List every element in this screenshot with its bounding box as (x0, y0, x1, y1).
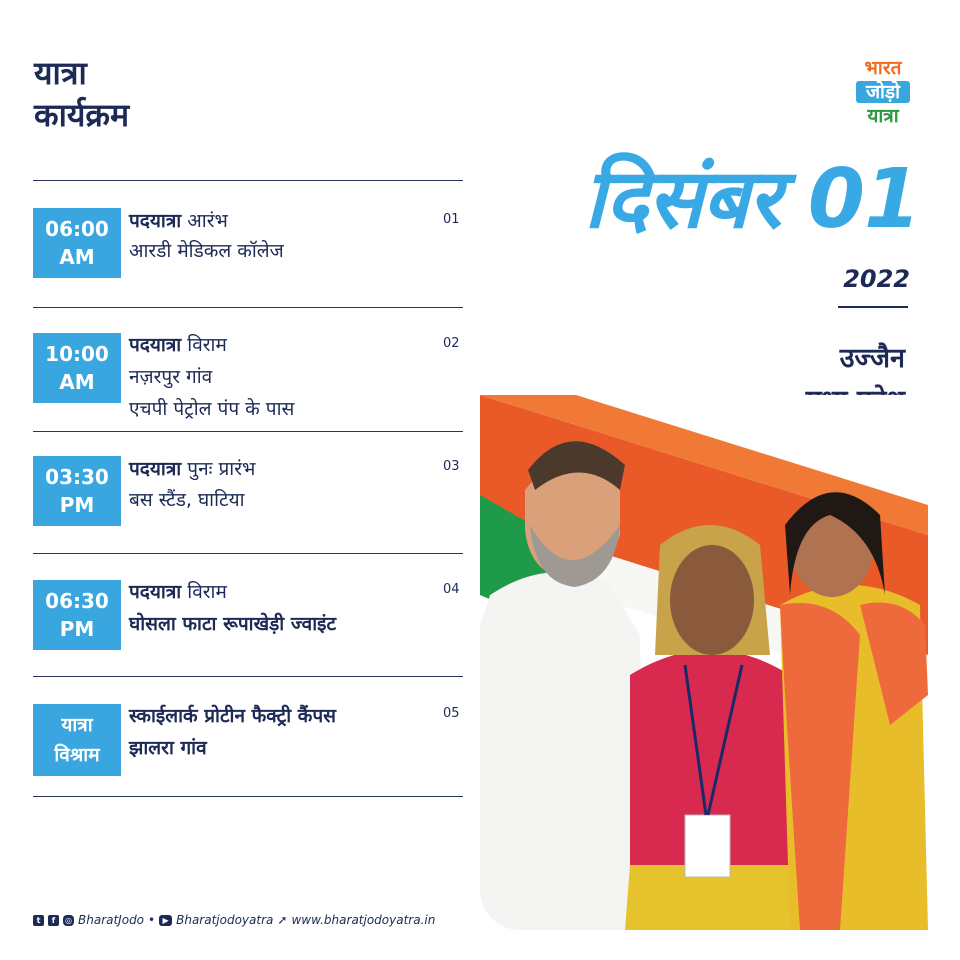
divider (33, 553, 463, 554)
time-value: 10:00 (45, 342, 109, 366)
item-number: 05 (443, 706, 460, 721)
event-name: पदयात्रा (129, 581, 182, 603)
divider (33, 676, 463, 677)
schedule-item-title (129, 207, 228, 235)
schedule-item-title (129, 578, 227, 606)
woman-face (670, 545, 754, 655)
time-badge (33, 333, 121, 403)
twitter-icon[interactable]: t (33, 915, 44, 926)
event-name: पदयात्रा (129, 334, 182, 356)
schedule-item-location: झालरा गांव (129, 737, 207, 759)
rest-badge (33, 704, 121, 776)
year-underline (838, 306, 908, 308)
divider (33, 796, 463, 797)
time-period: PM (59, 617, 95, 641)
item-number: 03 (443, 459, 460, 474)
event-type: आरंभ (181, 210, 228, 232)
schedule-item-location: आरडी मेडिकल कॉलेज (129, 240, 284, 262)
schedule-item-location: घोसला फाटा रूपाखेड़ी ज्वाइंट (129, 613, 337, 635)
item-number: 01 (443, 212, 460, 227)
youtube-icon[interactable]: ▶ (159, 915, 172, 926)
logo-line-1: भारत (864, 57, 902, 79)
separator: • (148, 913, 156, 927)
photo-illustration (480, 395, 928, 930)
time-value: 06:00 (45, 217, 109, 241)
event-type: विराम (181, 334, 227, 356)
divider (33, 307, 463, 308)
schedule-item-title (129, 455, 255, 483)
event-name: पदयात्रा (129, 458, 182, 480)
id-badge (685, 815, 730, 877)
divider (33, 180, 463, 181)
year-label: 2022 (843, 265, 910, 293)
page-title (34, 52, 129, 136)
man-shirt (480, 572, 645, 930)
city-name: उज्जैन (839, 343, 905, 374)
social-handle[interactable]: BharatJodo (78, 913, 145, 927)
time-value: 03:30 (45, 465, 109, 489)
rest-label-1: यात्रा (61, 714, 93, 736)
logo-line-3: यात्रा (867, 105, 899, 127)
group-photo (480, 395, 928, 930)
time-period: AM (59, 245, 95, 269)
time-period: AM (59, 370, 95, 394)
schedule-item-location: बस स्टैंड, घाटिया (129, 489, 245, 511)
event-name: स्काईलार्क प्रोटीन फैक्ट्री कैंपस (129, 705, 336, 727)
time-badge (33, 208, 121, 278)
schedule-item-title (129, 331, 227, 359)
time-badge (33, 456, 121, 526)
schedule-item-title (129, 702, 336, 730)
title-line-1: यात्रा (34, 54, 87, 92)
website-link[interactable]: www.bharatjodoyatra.in (291, 913, 436, 927)
facebook-icon[interactable]: f (48, 915, 59, 926)
schedule-item-location: एचपी पेट्रोल पंप के पास (129, 398, 295, 420)
event-type: पुनः प्रारंभ (181, 458, 256, 480)
title-line-2: कार्यक्रम (34, 96, 130, 134)
item-number: 02 (443, 336, 460, 351)
item-number: 04 (443, 582, 460, 597)
time-badge (33, 580, 121, 650)
date-heading: दिसंबर 01 (583, 152, 920, 247)
cursor-icon: ➚ (277, 913, 288, 927)
logo-line-2: जोड़ो (856, 81, 910, 103)
schedule-item-location: नज़रपुर गांव (129, 366, 213, 388)
event-name: पदयात्रा (129, 210, 182, 232)
divider (33, 431, 463, 432)
footer-social (33, 913, 435, 927)
time-value: 06:30 (45, 589, 109, 613)
time-period: PM (59, 493, 95, 517)
event-type: विराम (181, 581, 227, 603)
youtube-handle[interactable]: Bharatjodoyatra (176, 913, 274, 927)
bharat-jodo-logo (852, 58, 914, 126)
instagram-icon[interactable]: ◎ (63, 915, 74, 926)
rest-label-2: विश्राम (54, 744, 100, 766)
